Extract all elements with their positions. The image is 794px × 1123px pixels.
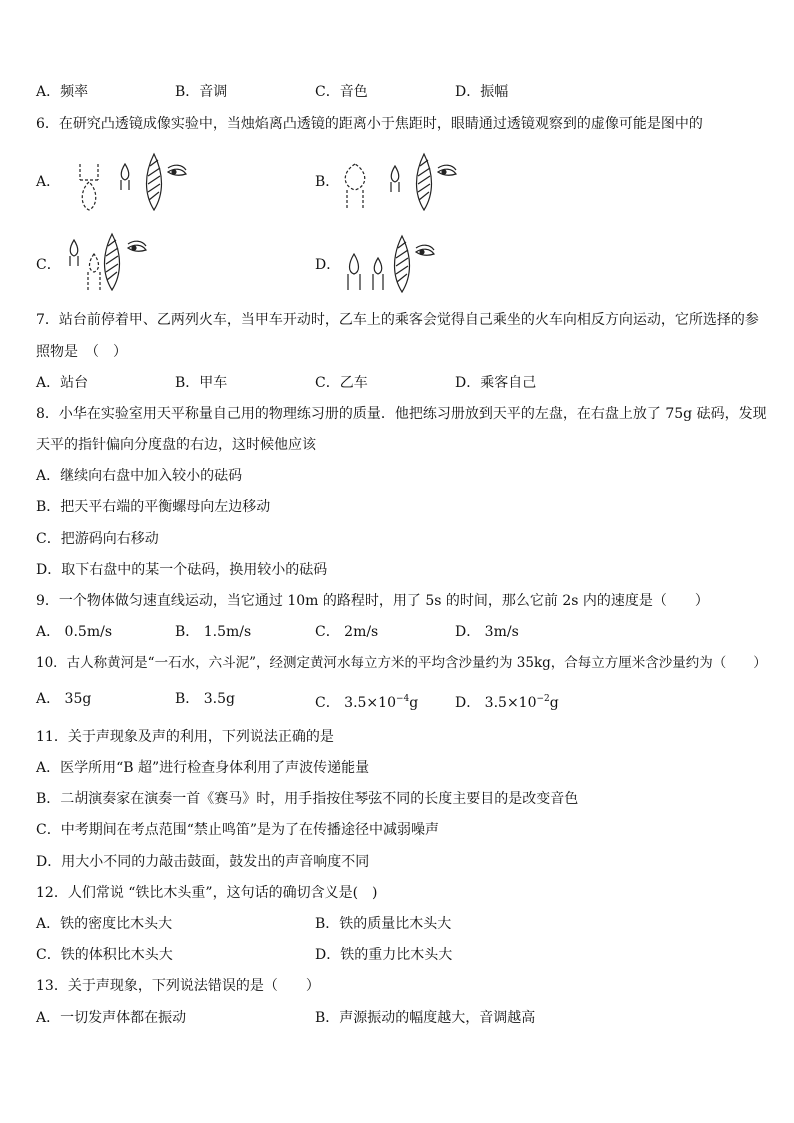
q5-option-b: B．音调 (175, 84, 228, 100)
q10-option-d-unit: g (549, 695, 559, 711)
q8-stem-line1: 8．小华在实验室用天平称量自己用的物理练习册的质量．他把练习册放到天平的左盘，在右盘上放了 75g 砝码，发现 (36, 406, 767, 422)
q8-option-d: D．取下右盘中的某一个砝码，换用较小的砝码 (36, 562, 328, 578)
q13-option-b: B．声源振动的幅度越大，音调越高 (315, 1010, 536, 1026)
q9-option-b: B． 1.5m/s (175, 624, 252, 640)
q7-stem-line1: 7．站台前停着甲、乙两列火车，当甲车开动时，乙车上的乘客会觉得自己乘坐的火车向相反方向运动，它所选择的参 (36, 312, 759, 328)
q12-option-d: D．铁的重力比木头大 (315, 947, 453, 963)
q10-option-c (315, 689, 418, 713)
q11-option-c: C．中考期间在考点范围“禁止鸣笛”是为了在传播途径中减弱噪声 (36, 822, 440, 838)
q10-option-d-base: D． 3.5×10 (455, 695, 537, 711)
q5-option-a: A．频率 (36, 84, 89, 100)
q7-option-d: D．乘客自己 (455, 375, 537, 391)
q10-option-c-base: C． 3.5×10 (315, 695, 396, 711)
q8-option-b: B．把天平右端的平衡螺母向左边移动 (36, 499, 271, 515)
q11-stem: 11．关于声现象及声的利用，下列说法正确的是 (36, 729, 334, 745)
q7-option-c: C．乙车 (315, 375, 368, 391)
q6-label-d: D． (315, 257, 341, 273)
q11-option-d: D．用大小不同的力敲击鼓面，鼓发出的声音响度不同 (36, 854, 370, 870)
q10-option-c-exponent: −4 (395, 694, 410, 704)
q7-stem-line2: 照物是 （ ） (36, 344, 127, 360)
q8-option-a: A．继续向右盘中加入较小的砝码 (36, 468, 243, 484)
q9-option-a: A． 0.5m/s (36, 624, 113, 640)
q10-option-a: A． 35g (36, 691, 92, 707)
q6-figure-c (62, 232, 192, 297)
q6-label-c: C． (36, 257, 61, 273)
q8-stem-line2: 天平的指针偏向分度盘的右边，这时候他应该 (36, 437, 316, 453)
q7-option-a: A．站台 (36, 375, 89, 391)
q7-option-b: B．甲车 (175, 375, 228, 391)
q5-option-c: C．音色 (315, 84, 368, 100)
q11-option-b: B．二胡演奏家在演奏一首《赛马》时，用手指按住琴弦不同的长度主要目的是改变音色 (36, 791, 579, 807)
q9-option-d: D． 3m/s (455, 624, 519, 640)
q6-figure-b (340, 150, 470, 215)
q5-option-d: D．振幅 (455, 84, 509, 100)
q12-option-c: C．铁的体积比木头大 (36, 947, 173, 963)
q10-option-d (455, 689, 559, 713)
q13-stem: 13．关于声现象，下列说法错误的是（ ） (36, 978, 320, 994)
q10-stem: 10．古人称黄河是“一石水，六斗泥”，经测定黄河水每立方米的平均含沙量约为 35kg，合每立方厘米含沙量约为（ ） (36, 655, 767, 671)
q12-option-b: B．铁的质量比木头大 (315, 916, 452, 932)
q9-option-c: C． 2m/s (315, 624, 379, 640)
q10-option-b: B． 3.5g (175, 691, 235, 707)
q9-stem: 9．一个物体做匀速直线运动，当它通过 10m 的路程时，用了 5s 的时间，那么它前 2s 内的速度是（ ） (36, 593, 709, 609)
q10-option-d-exponent: −2 (536, 694, 550, 704)
q6-figure-d (344, 232, 474, 297)
q6-label-b: B． (315, 174, 340, 190)
q12-stem: 12．人们常说 “铁比木头重”，这句话的确切含义是( ) (36, 885, 378, 901)
q13-option-a: A．一切发声体都在振动 (36, 1010, 187, 1026)
q8-option-c: C．把游码向右移动 (36, 531, 159, 547)
q6-stem: 6．在研究凸透镜成像实验中，当烛焰离凸透镜的距离小于焦距时，眼睛通过透镜观察到的虚像可能是图中的 (36, 116, 703, 132)
q6-figure-a (70, 150, 200, 215)
q11-option-a: A．医学所用“B 超”进行检查身体利用了声波传递能量 (36, 760, 370, 776)
q6-label-a: A． (36, 174, 61, 190)
q12-option-a: A．铁的密度比木头大 (36, 916, 173, 932)
q10-option-c-unit: g (409, 695, 419, 711)
